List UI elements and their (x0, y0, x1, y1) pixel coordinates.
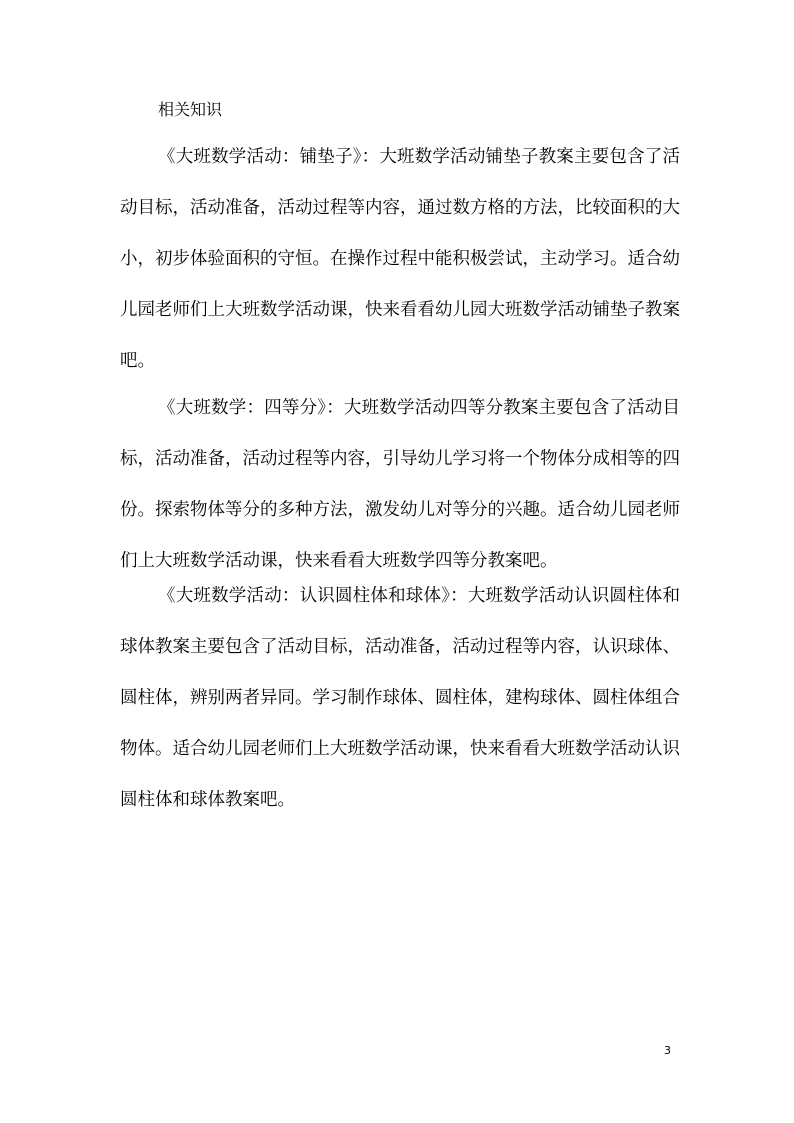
paragraph-cylinder-sphere: 《大班数学活动：认识圆柱体和球体》：大班数学活动认识圆柱体和球体教案主要包含了活动目标，活动准备，活动过程等内容，认识球体、圆柱体，辨别两者异同。学习制作球体、圆柱体，建构球体、圆柱体组合物体。适合幼儿园老师们上大班数学活动课，快来看看大班数学活动认识圆柱体和球体教案吧。 (120, 586, 680, 810)
section-heading: 相关知识 (158, 100, 223, 119)
page-number: 3 (664, 1044, 671, 1057)
paragraph-quartering: 《大班数学：四等分》：大班数学活动四等分教案主要包含了活动目标，活动准备，活动过程等内容，引导幼儿学习将一个物体分成相等的四份。探索物体等分的多种方法，激发幼儿对等分的兴趣。适合幼儿园老师们上大班数学活动课，快来看看大班数学四等分教案吧。 (120, 398, 680, 571)
paragraph-mat-laying: 《大班数学活动：铺垫子》：大班数学活动铺垫子教案主要包含了活动目标，活动准备，活动过程等内容，通过数方格的方法，比较面积的大小，初步体验面积的守恒。在操作过程中能积极尝试，主动学习。适合幼儿园老师们上大班数学活动课，快来看看幼儿园大班数学活动铺垫子教案吧。 (120, 147, 680, 371)
